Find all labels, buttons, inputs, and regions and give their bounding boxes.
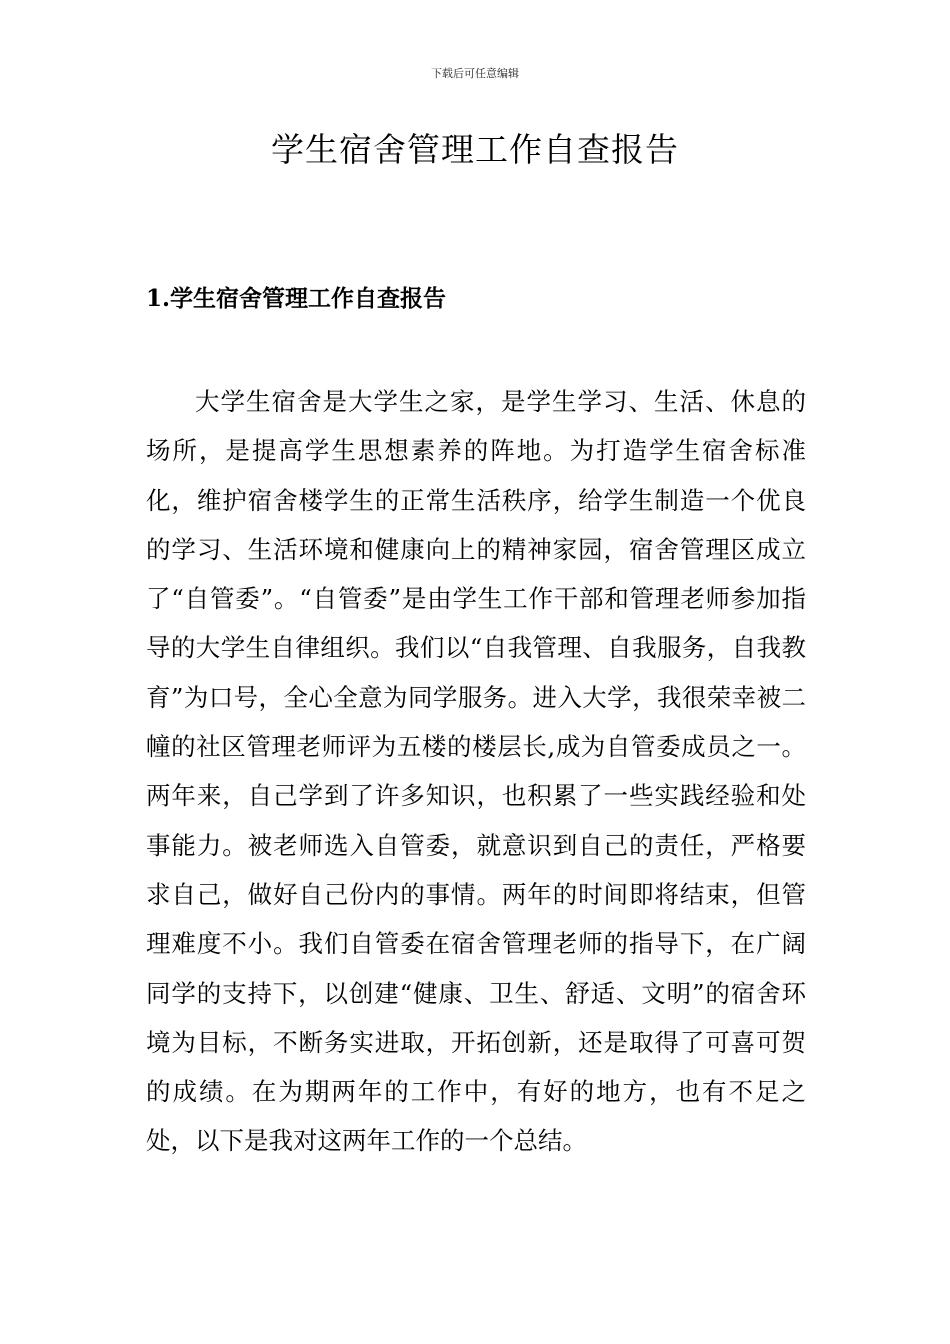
body-paragraph: 大学生宿舍是大学生之家，是学生学习、生活、休息的场所，是提高学生思想素养的阵地。为打造学生宿舍标准化，维护宿舍楼学生的正常生活秩序，给学生制造一个优良的学习、生活环境和健康向上的精神家园，宿舍管理区成立了“自管委”。“自管委”是由学生工作干部和管理老师参加指导的大学生自律组织。我们以“自我管理、自我服务，自我教育”为口号，全心全意为同学服务。进入大学，我很荣幸被二幢的社区管理老师评为五楼的楼层长,成为自管委成员之一。两年来，自己学到了许多知识，也积累了一些实践经验和处事能力。被老师选入自管委，就意识到自己的责任，严格要求自己，做好自己份内的事情。两年的时间即将结束，但管理难度不小。我们自管委在宿舍管理老师的指导下，在广阔同学的支持下，以创建“健康、卫生、舒适、文明”的宿舍环境为目标，不断务实进取，开拓创新，还是取得了可喜可贺的成绩。在为期两年的工作中，有好的地方，也有不足之处，以下是我对这两年工作的一个总结。 bbox=[146, 387, 806, 1156]
section-heading: 1.学生宿舍管理工作自查报告 bbox=[146, 285, 447, 312]
document-title: 学生宿舍管理工作自查报告 bbox=[271, 130, 679, 169]
header-note: 下载后可任意编辑 bbox=[431, 67, 519, 80]
